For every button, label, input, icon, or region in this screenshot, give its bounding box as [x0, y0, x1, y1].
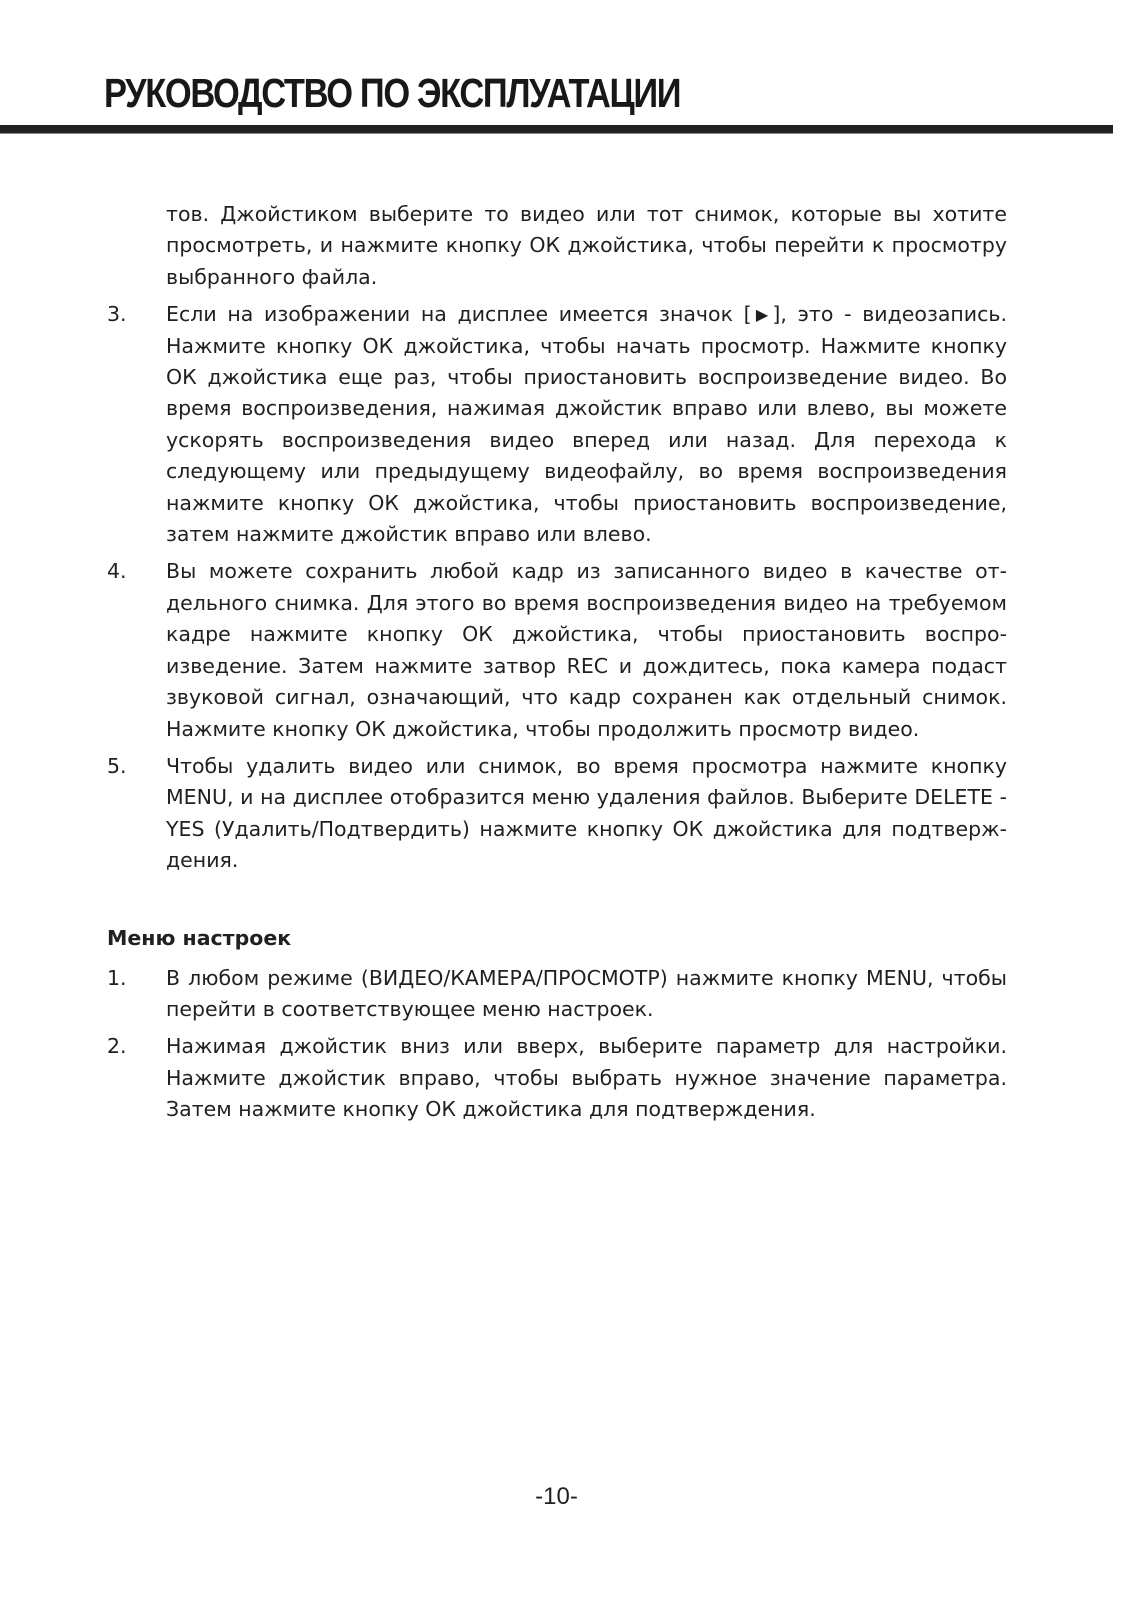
- page-number: -10-: [535, 1483, 578, 1510]
- list-item-step-4: [0, 556, 1136, 744]
- continued-paragraph: [0, 199, 1136, 293]
- paragraph-text: тов. Джойстиком выберите то видео или тот снимок, которые вы хотите просмотреть, и нажмите кнопку ОК джойстика, чтобы перейти к просмотру выбранного файла.: [166, 202, 1007, 289]
- text-fragment: Если на изображении на дисплее имеется значок [: [166, 302, 752, 327]
- header-rule-divider: [0, 125, 1113, 134]
- list-item-number: 4.: [107, 559, 127, 584]
- page-header-title: РУКОВОДСТВО ПО ЭКСПЛУАТАЦИИ: [104, 70, 681, 116]
- list-item-text: [166, 299, 1007, 550]
- text-fragment: ], это - видеозапись. Нажмите кнопку ОК джойстика, чтобы начать просмотр. Нажмите кнопку ОК джойстика еще раз, чтобы приостановить воспроизведение видео. Во время воспроизведения, нажимая джойстик вправо или влево, вы можете ускорять воспроизведения видео вперед или назад. Для перехода к следующему или предыдущему видеофайлу, во время воспроизведения нажмите кнопку ОК джойстика, чтобы приостановить воспроизведение, затем нажмите джойстик вправо или влево.: [166, 302, 1007, 547]
- list-item-number: 2.: [107, 1034, 127, 1059]
- list-item-step-5: [0, 751, 1136, 877]
- list-item-number: 1.: [107, 965, 127, 990]
- page-body: [0, 199, 1136, 1132]
- list-item-number: 3.: [107, 302, 127, 327]
- settings-list-item-2: [0, 1031, 1136, 1125]
- list-item-text: Чтобы удалить видео или снимок, во время просмотра нажмите кнопку MENU, и на дисплее отобразится меню удаления файлов. Выберите DELETE - YES (Удалить/Подтвердить) нажмите кнопку ОК джойстика для подтверждения.: [166, 753, 1007, 873]
- play-triangle-icon: ▶: [751, 305, 773, 325]
- list-item-number: 5.: [107, 753, 127, 778]
- list-item-text: Вы можете сохранить любой кадр из записанного видео в качестве отдельного снимка. Для этого во время воспроизведения видео на требуемом кадре нажмите кнопку ОК джойстика, чтобы приостановить воспроизведение. Затем нажмите затвор REC и дождитесь, пока камера подаст звуковой сигнал, означающий, что кадр сохранен как отдельный снимок. Нажмите кнопку ОК джойстика, чтобы продолжить просмотр видео.: [166, 559, 1007, 741]
- list-item-text: В любом режиме (ВИДЕО/КАМЕРА/ПРОСМОТР) нажмите кнопку MENU, чтобы перейти в соответствующее меню настроек.: [166, 965, 1007, 1021]
- list-item-step-3: [0, 299, 1136, 550]
- settings-list-item-1: [0, 963, 1136, 1026]
- list-item-text: Нажимая джойстик вниз или вверх, выберите параметр для настройки. Нажмите джойстик вправо, чтобы выбрать нужное значение параметра. Затем нажмите кнопку ОК джойстика для подтверждения.: [166, 1034, 1007, 1122]
- section-heading-settings-menu: Меню настроек: [107, 925, 292, 950]
